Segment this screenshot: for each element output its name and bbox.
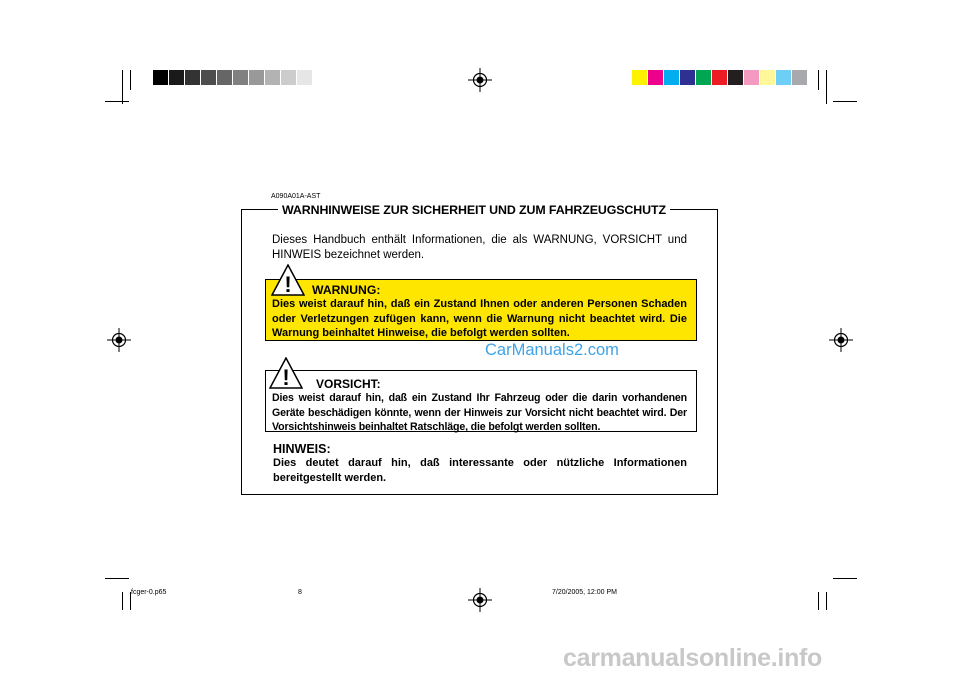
calibration-swatch	[169, 70, 184, 85]
registration-mark-icon	[468, 68, 492, 92]
watermark-text: CarManuals2.com	[485, 341, 619, 359]
section-title: WARNHINWEISE ZUR SICHERHEIT UND ZUM FAHRZEUGSCHUTZ	[278, 203, 670, 217]
footer-filename: fcger-0.p65	[131, 589, 167, 596]
calibration-swatch	[648, 70, 663, 85]
document-code: A090A01A-AST	[271, 193, 321, 200]
calibration-swatch	[297, 70, 312, 85]
calibration-swatch	[680, 70, 695, 85]
warning-text: Dies weist darauf hin, daß ein Zustand Ihnen oder anderen Personen Schaden oder Verletzungen zufügen kann, wenn die Warnung nicht beachtet wird. Die Warnung beinhaltet Hinweise, die befolgt werden sollten.	[272, 298, 687, 339]
calibration-swatch	[744, 70, 759, 85]
footer-page-number: 8	[298, 589, 302, 596]
calibration-swatch	[185, 70, 200, 85]
note-title: HINWEIS:	[273, 442, 331, 456]
calibration-swatch	[233, 70, 248, 85]
calibration-swatch	[153, 70, 168, 85]
calibration-swatch	[265, 70, 280, 85]
calibration-swatch	[664, 70, 679, 85]
footer-timestamp: 7/20/2005, 12:00 PM	[552, 589, 617, 596]
site-watermark: carmanualsonline.info	[563, 644, 823, 672]
note-text: Dies deutet darauf hin, daß interessante oder nützliche Informationen bereitgestellt werden.	[273, 457, 687, 484]
warning-triangle-icon	[271, 264, 305, 296]
svg-text:!: !	[284, 272, 292, 296]
calibration-swatch	[201, 70, 216, 85]
registration-mark-icon	[829, 328, 853, 352]
calibration-swatch	[728, 70, 743, 85]
calibration-swatch	[281, 70, 296, 85]
calibration-swatch	[217, 70, 232, 85]
warning-title: WARNUNG:	[312, 283, 381, 297]
registration-mark-icon	[468, 588, 492, 612]
svg-text:!: !	[282, 365, 290, 389]
caution-triangle-icon	[269, 357, 303, 389]
registration-mark-icon	[107, 328, 131, 352]
caution-title: VORSICHT:	[316, 377, 381, 391]
calibration-swatch	[249, 70, 264, 85]
calibration-swatch	[760, 70, 775, 85]
caution-text: Dies weist darauf hin, daß ein Zustand Ihr Fahrzeug oder die darin vorhandenen Geräte beschädigen könnte, wenn der Hinweis zur Vorsicht nicht beachtet wird. Der Vorsichtshinweis beinhaltet Ratschläge, die befolgt werden sollten.	[272, 392, 687, 433]
calibration-swatch	[696, 70, 711, 85]
calibration-swatch	[776, 70, 791, 85]
calibration-swatch	[632, 70, 647, 85]
intro-text: Dieses Handbuch enthält Informationen, die als WARNUNG, VORSICHT und HINWEIS bezeichnet werden.	[272, 234, 687, 261]
calibration-swatch	[792, 70, 807, 85]
calibration-swatch	[712, 70, 727, 85]
